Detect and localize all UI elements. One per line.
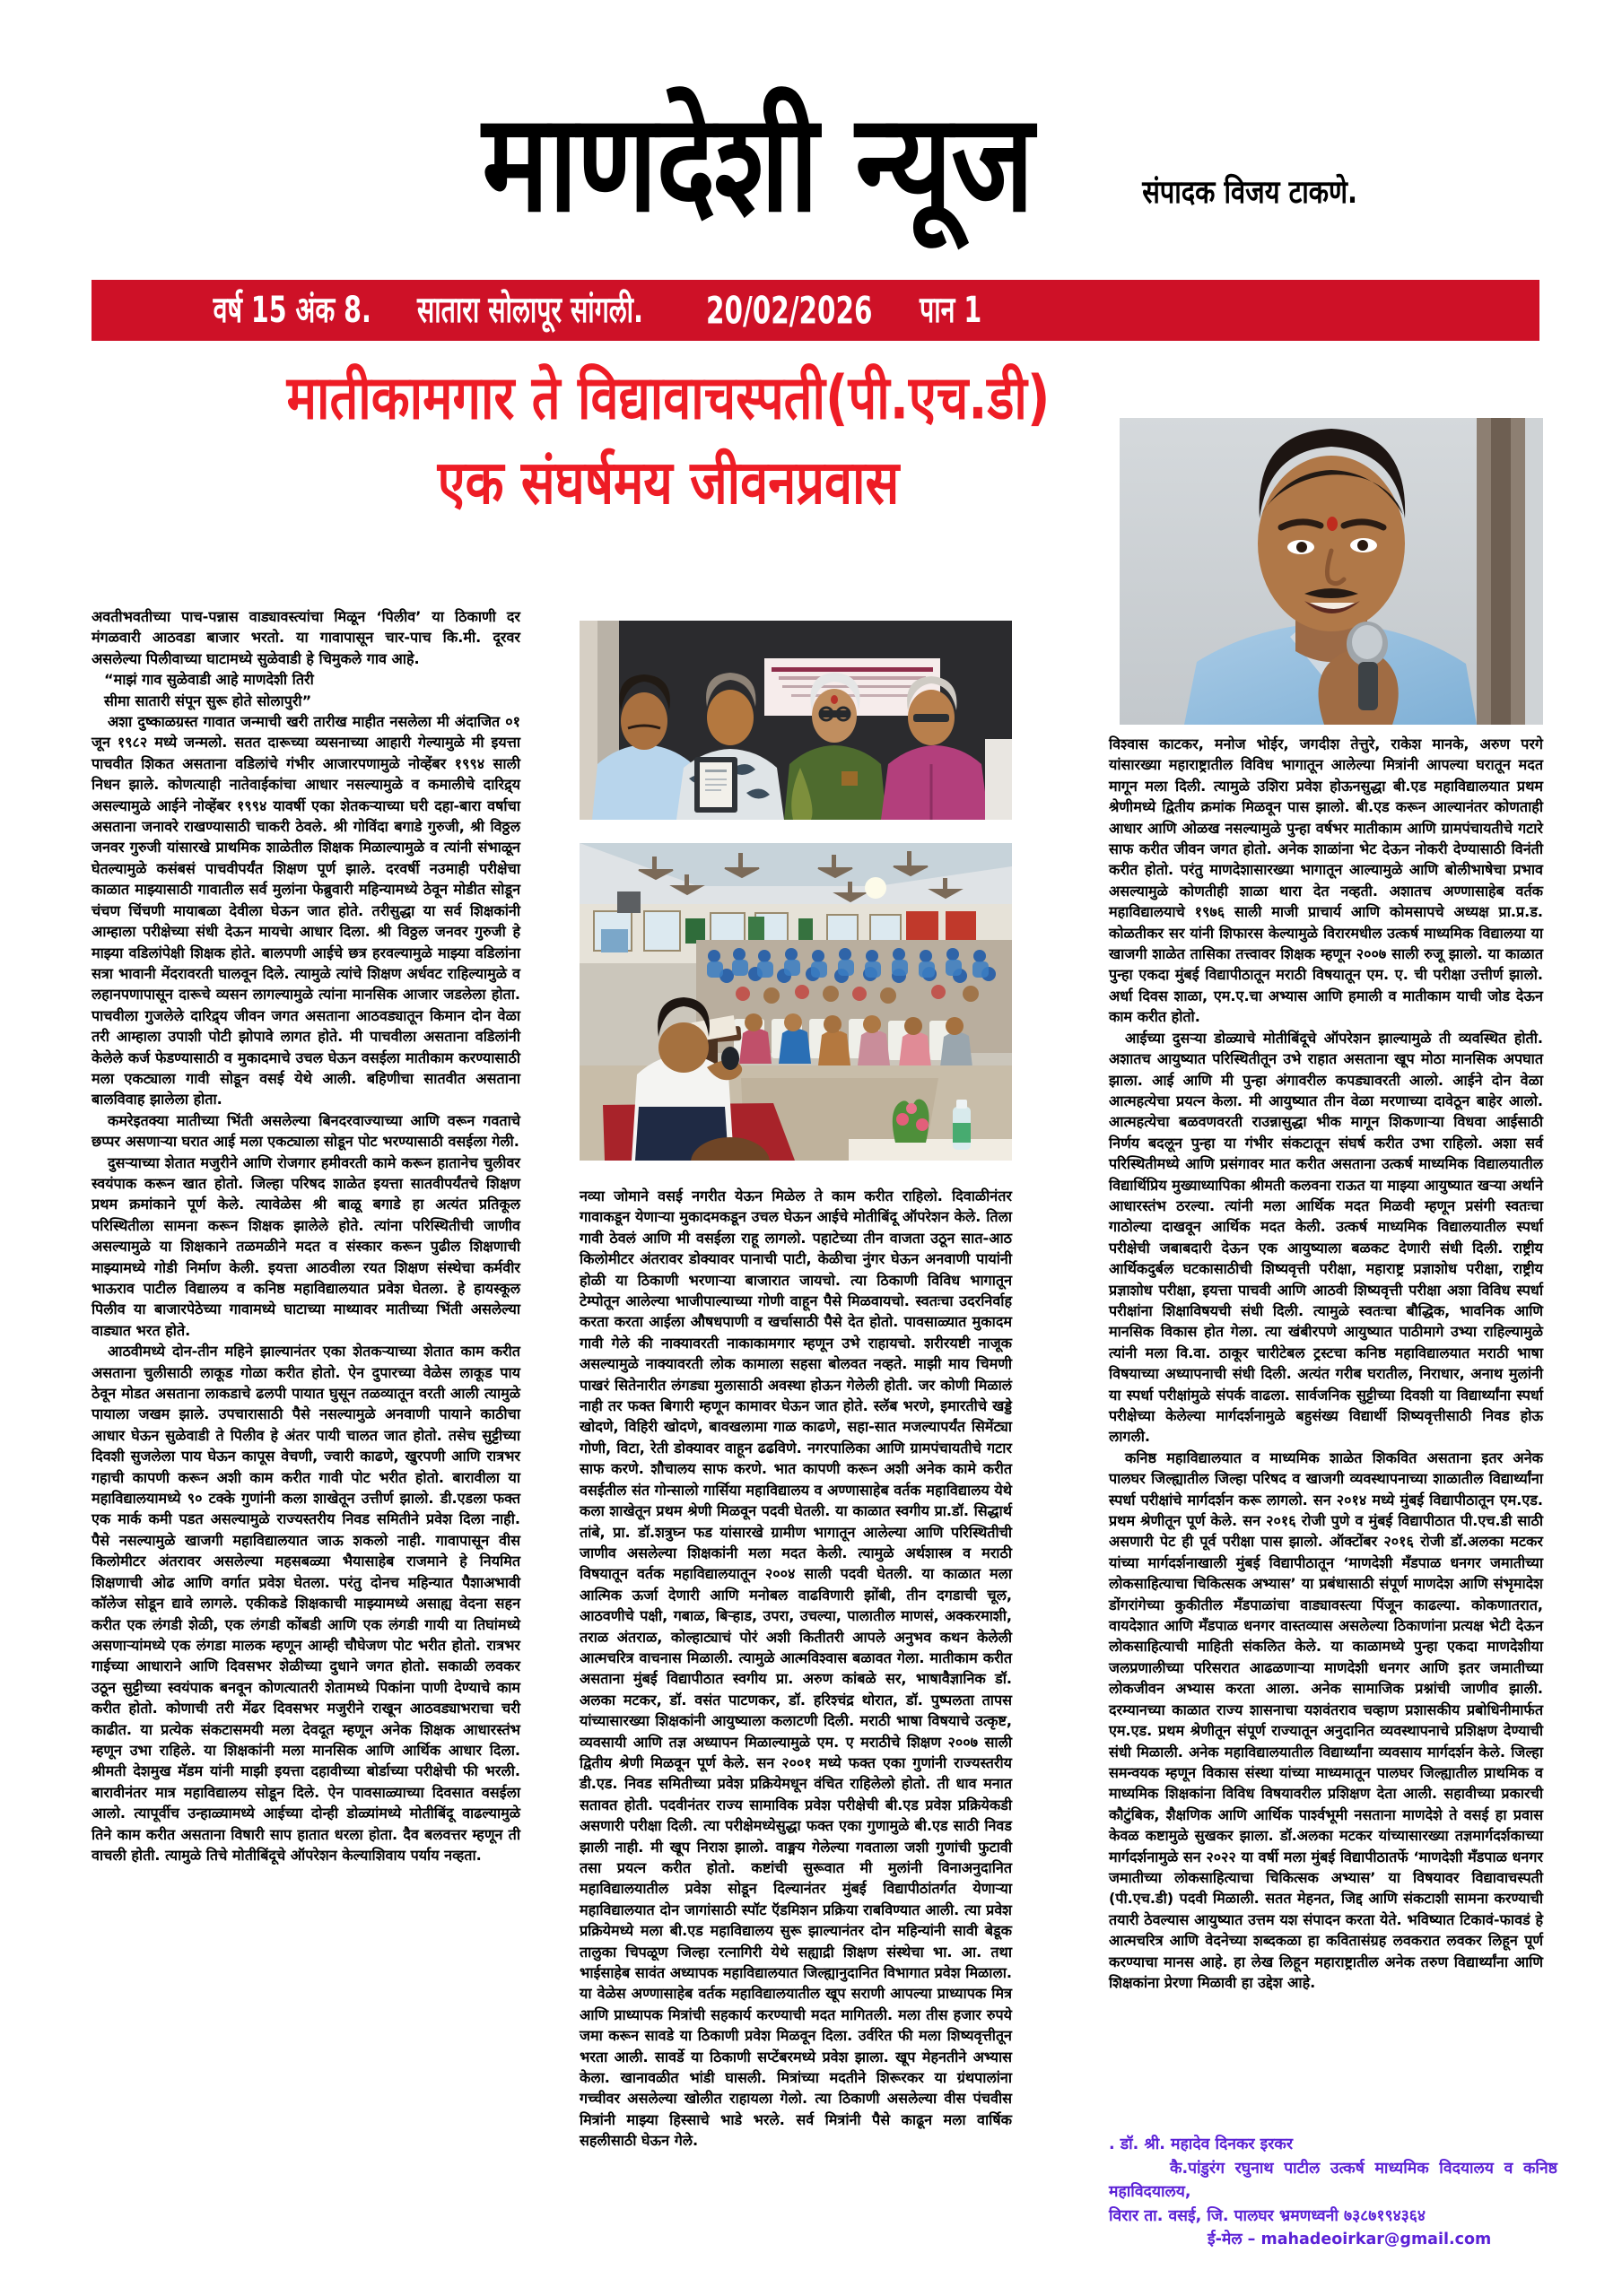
award-ceremony-photo-image	[580, 621, 1012, 820]
paragraph: आईच्या दुसऱ्या डोळ्याचे मोतीबिंदूचे ऑपरेशन झाल्यामुळे ती व्यवस्थित होती. अशातच आयुष्यात परिस्थितीतून उभे राहात असताना खूप मोठा मानसिक अपघात झाला. आई आणि मी पुन्हा अंगावरील कपड्यावरती आलो. आईने दोन वेळा आत्महत्येचा प्रयत्न केला. मी आयुष्यात तीन वेळा मरणाच्या दावेठून बाहेर आलो. आत्महत्येचा बळवणवरती राउन्नासुद्धा भीक मागून शिकणाऱ्या विधवा आईसाठी निर्णय बदलून पुन्हा या गंभीर संकटातून संघर्ष करीत उभा राहिलो. अशा सर्व परिस्थितीमध्ये आणि प्रसंगावर मात करीत असताना उत्कर्ष माध्यमिक विद्यालयातील विद्यार्थिप्रिय मुख्याध्यापिका श्रीमती कलवना राऊत या माझ्या आयुष्यात खऱ्या अर्थाने आधारस्तंभ ठरल्या. त्यांनी मला आर्थिक मदत मिळवी म्हणून प्रसंगी स्वतःचा गाठोल्या दाखवून आर्थिक मदत केली. उत्कर्ष माध्यमिक विद्यालयातील स्पर्धा परीक्षेची जबाबदारी देऊन एक आयुष्याला बळकट देणारी संधी दिली. राष्ट्रीय आर्थिकदुर्बल घटकासाठीची शिष्यवृत्ती परीक्षा, महाराष्ट्र प्रज्ञाशोध परीक्षा, राष्ट्रीय प्रज्ञाशोध परीक्षा, इयत्ता पाचवी आणि आठवी शिष्यवृत्ती परीक्षा अशा विविध स्पर्धा परीक्षांना शिक्षाविषयची संधी दिली. त्यामुळे स्वतःचा बौद्धिक, भावनिक आणि मानसिक विकास होत गेला. त्या खंबीरपणे आयुष्यात पाठीमागे उभ्या राहिल्यामुळे त्यांनी मला वि.वा. ठाकूर चारीटेबल ट्रस्टचा कनिष्ठ महाविद्यालयात मराठी भाषा विषयाच्या अध्यापनाची संधी दिली. अत्यंत गरीब घरातील, निराधार, अनाथ मुलांनी या स्पर्धा परीक्षांमुळे संपर्क वाढला. सार्वजनिक सुट्टीच्या दिवशी या विद्यार्थ्यांना स्पर्धा परीक्षेच्या केलेल्या मार्गदर्शनामुळे बहुसंख्य विद्यार्थी शिष्यवृत्तीसाठी निवड होऊ लागली.	[1109, 1029, 1543, 1446]
hall-speaker-photo	[580, 843, 1012, 1161]
paragraph: आठवीमध्ये दोन-तीन महिने झाल्यानंतर एका शेतकऱ्याच्या शेतात काम करीत असताना चुलीसाठी लाकूड गोळा करीत होतो. ऐन दुपारच्या वेळेस लाकूड पाय ठेवून मोडत असताना लाकडाचे ढलपी पायात घुसून तळव्यातून वरती आली त्यामुळे पायाला जखम झाले. उपचारासाठी पैसे नसल्यामुळे अनवाणी पायाने काठीचा आधार घेऊन सुळेवाडी ते पिलीव हे अंतर पायी चालत जात होतो. तसेच सुट्टीच्या दिवशी सुजलेला पाय घेऊन कापूस वेचणी, ज्वारी काढणे, खुरपणी आणि रात्रभर गहाची कापणी करून अशी काम करीत गावी पोट भरीत होतो. बारावीला या महाविद्यालयामध्ये ९० टक्के गुणांनी कला शाखेतून उत्तीर्ण झालो. डी.एडला फक्त एक मार्क कमी पडत असल्यामुळे राज्यस्तरीय निवड समितीने प्रवेश दिला नाही. पैसे नसल्यामुळे खाजगी महाविद्यालयात जाऊ शकलो नाही. गावापासून वीस किलोमीटर अंतरावर असलेल्या महसबळ्या भैयासाहेब राजमाने हे नियमित शिक्षणाची ओढ आणि वर्गात प्रवेश घेतला. परंतु दोनच महिन्यात पैशाअभावी कॉलेज सोडून द्यावे लागले. एकीकडे शिक्षकाची माझ्यामध्ये असाह्य वेदना सहन करीत एक लंगडी शेळी, एक लंगडी कोंबडी आणि एक लंगडी गायी या तिघांमध्ये असणाऱ्यांमध्ये एक लंगडा मालक म्हणून आम्ही चौघेजण पोट भरीत होतो. रात्रभर गाईच्या आधाराने आणि दिवसभर शेळीच्या दुधाने जगत होतो. सकाळी लवकर उठून सुट्टीच्या स्वयंपाक बनवून कोणत्यातरी शेतामध्ये पिकांना पाणी देण्याचे काम करीत होतो. कोणाची तरी मेंढर दिवसभर मजुरीने राखून आठवड्याभराचा चरी काढीत. या प्रत्येक संकटासमयी मला देवदूत म्हणून अनेक शिक्षक आधारस्तंभ म्हणून उभा राहिले. या शिक्षकांनी मला मानसिक आणि आर्थिक आधार दिला. श्रीमती देशमुख मॅडम यांनी माझी इयत्ता दहावीच्या बोर्डाच्या परीक्षेची फी भरली. बारावीनंतर मात्र महाविद्यालय सोडून दिले. ऐन पावसाळ्याच्या दिवसात वसईला आलो. त्यापूर्वीच उन्हाळ्यामध्ये आईच्या दोन्ही डोळ्यांमध्ये मोतीबिंदू वाढल्यामुळे तिने काम करीत असताना विषारी साप हातात धरला होता. दैव बलवत्तर म्हणून ती वाचली होती. त्यामुळे तिचे मोतीबिंदूचे ऑपरेशन केल्याशिवाय पर्याय नव्हता.	[92, 1343, 520, 1864]
article-column-1	[92, 606, 520, 1866]
article-column-2	[580, 1186, 1012, 2152]
banner-place: सातारा सोलापूर सांगली.	[416, 288, 643, 331]
award-ceremony-photo	[580, 621, 1012, 820]
paragraph: विश्वास काटकर, मनोज भोईर, जगदीश तेत्तुरे, राकेश मानके, अरुण परगे यांसारख्या महाराष्ट्रातील विविध भागातून आलेल्या मित्रांनी आपल्या घरातून मदत मागून मला दिली. त्यामुळे उशिरा प्रवेश होऊनसुद्धा बी.एड महाविद्यालयात प्रथम श्रेणीमध्ये द्वितीय क्रमांक मिळवून पास झालो. बी.एड करून आल्यानंतर कोणताही आधार आणि ओळख नसल्यामुळे पुन्हा वर्षभर मातीकाम आणि ग्रामपंचायतीचे गटारे साफ करीत जीवन जगत होतो. अनेक शाळांना भेट देऊन नोकरी देण्यासाठी विनंती करीत होतो. परंतु माणदेशासारख्या भागातून आल्यामुळे आणि बोलीभाषेचा प्रभाव असल्यामुळे कोणतीही शाळा थारा देत नव्हती. अशातच अण्णासाहेब वर्तक महाविद्यालयाचे १९७६ साली माजी प्राचार्य आणि कोमसापचे अध्यक्ष प्रा.प्र.ड. कोळतीकर सर यांनी शिफारस केल्यामुळे विरारमधील उत्कर्ष माध्यमिक विद्यालया या खाजगी शाळेत तासिका तत्त्वावर शिक्षक म्हणून २००७ साली रुजू झालो. या काळात पुन्हा एकदा मुंबई विद्यापीठातून मराठी विषयातून एम. ए. ची परीक्षा उत्तीर्ण झालो. अर्धा दिवस शाळा, एम.ए.चा अभ्यास आणि हमाली व मातीकाम याची जोड देऊन काम करीत होतो.	[1109, 735, 1543, 1026]
banner-page-number: पान 1	[920, 288, 982, 331]
verse-line: “माझं गाव सुळेवाडी आहे माणदेशी तिरी	[104, 671, 314, 689]
masthead	[0, 0, 1622, 243]
headline-line-2: एक संघर्षमय जीवनप्रवास	[437, 448, 900, 518]
paragraph: नव्या जोमाने वसई नगरीत येऊन मिळेल ते काम करीत राहिलो. दिवाळीनंतर गावाकडून येणाऱ्या मुकादमकडून उचल घेऊन आईचे मोतीबिंदू ऑपरेशन केले. तिला गावी ठेवलं आणि मी वसईला राहू लागलो. पहाटेच्या तीन वाजता उठून सात-आठ किलोमीटर अंतरावर डोक्यावर पानाची पाटी, केळीचा नुंगर घेऊन अनवाणी पायांनी होळी या ठिकाणी भरणाऱ्या बाजारात जायचो. त्या ठिकाणी विविध भागातून टेम्पोतून आलेल्या भाजीपाल्याच्या गोणी वाहून पैसे मिळवायचो. स्वतःचा उदरनिर्वाह करता करता आईला औषधपाणी व खर्चासाठी पैसे देत होतो. पावसाळ्यात मुकादम गावी गेले की नाक्यावरती नाकाकामगार म्हणून उभे राहायचो. शरीरयष्टी नाजूक असल्यामुळे नाक्यावरती लोक कामाला सहसा बोलवत नव्हते. माझी माय चिमणी पाखरं सितेनारीत लंगड्या मुलासाठी अवस्था होऊन गेलेली होती. जर कोणी मिळालं नाही तर फक्त बिगारी म्हणून कामावर घेऊन जात होते. स्लॅब भरणे, इमारतीचे खड्डे खोदणे, विहिरी खोदणे, बावखलामा गाळ काढणे, सहा-सात मजल्यापर्यंत सिमेंट्या गोणी, विटा, रेती डोक्यावर वाहून ढढविणे. नगरपालिका आणि ग्रामपंचायतीचे गटार साफ करणे. शौचालय साफ करणे. भात कापणी करून अशी अनेक कामे करीत वसईतील संत गोन्सालो गार्सिया महाविद्यालय व अण्णासाहेब वर्तक महाविद्यालय येथे कला शाखेतून प्रथम श्रेणी मिळवून पदवी घेतली. या काळात स्वगीय प्रा.डॉ. सिद्धार्थ तांबे, प्रा. डॉ.शत्रुघ्न फड यांसारखे ग्रामीण भागातून आलेल्या आणि परिस्थितीची जाणीव असलेल्या शिक्षकांनी मला मदत केली. त्यामुळे अर्थशास्त्र व मराठी विषयातून वर्तक महाविद्यालयातून २००४ साली पदवी घेतली. या काळात मला आत्मिक ऊर्जा देणारी आणि मनोबल वाढविणारी झोंबी, तीन दगडाची चूल, आठवणीचे पक्षी, गबाळ, बिऱ्हाड, उपरा, उचल्या, पालातील माणसं, अक्करमाशी, तराळ अंतराळ, कोल्हाट्याचं पोरं अशी कितीतरी आपले अनुभव कथन केलेली आत्मचरित्र वाचनास मिळाली. त्यामुळे आत्मविश्वास बळावत गेला. मातीकाम करीत असताना मुंबई विद्यापीठात स्वगीय प्रा. अरुण कांबळे सर, भाषावैज्ञानिक डॉ. अलका मटकर, डॉ. वसंत पाटणकर, डॉ. हरिश्चंद्र थोरात, डॉ. पुष्पलता तापस यांच्यासारख्या शिक्षकांनी आयुष्याला कलाटणी दिली. मराठी भाषा विषयाचे उत्कृष्ट, व्यवसायी आणि तज्ञ अध्यापन मिळाल्यामुळे एम. ए मराठीचे शिक्षण २००७ साली द्वितीय श्रेणी मिळवून पूर्ण केले. सन २००१ मध्ये फक्त एका गुणांनी राज्यस्तरीय डी.एड. निवड समितीच्या प्रवेश प्रक्रियेमधून वंचित राहिलेलो होतो. ती धाव मनात सतावत होती. पदवीनंतर राज्य सामाविक प्रवेश परीक्षेची बी.एड प्रवेश प्रक्रियेकडी असणारी परीक्षा दिली. त्या परीक्षेमध्येसुद्धा फक्त एका गुणामुळे बी.एड साठी निवड झाली नाही. मी खूप निराश झालो. वाङ्मय गेलेल्या गवताला जशी गुणांची फुटावी तसा प्रयत्न करीत होतो. कष्टांची सुरूवात मी मुलांनी विनाअनुदानित महाविद्यालयातील प्रवेश सोडून दिल्यानंतर मुंबई विद्यापीठांतर्गत येणाऱ्या महाविद्यालयात दोन जागांसाठी स्पॉट ऍडमिशन प्रक्रिया राबविण्यात आली. त्या प्रवेश प्रक्रियेमध्ये मला बी.एड महाविद्यालय सुरू झाल्यानंतर दोन महिन्यांनी सावी बेडूक तालुका चिपळूण जिल्हा रत्नागिरी येथे सह्याद्री शिक्षण संस्थेचा भा. आ. तथा भाईसाहेब सावंत अध्यापक महाविद्यालयात जिल्ह्यानुदानित विभागात प्रवेश मिळाला. या वेळेस अण्णासाहेब वर्तक महाविद्यालयातील खूप सराणी आपल्या प्राध्यापक मित्र आणि प्राध्यापक मित्रांची सहकार्य करण्याची मदत मागितली. मला तीस हजार रुपये जमा करून सावडे या ठिकाणी प्रवेश मिळवून दिला. उर्वरित फी मला शिष्यवृत्तीतून भरता आली. सावर्डे या ठिकाणी सप्टेंबरमध्ये प्रवेश झाला. खूप मेहनतीने अभ्यास केला. खानावळीत भांडी घासली. मित्रांच्या मदतीने शिरूरकर या ग्रंथपालांना गच्चीवर असलेल्या खोलीत राहायला गेलो. त्या ठिकाणी असलेल्या वीस पंचवीस मित्रांनी माझ्या हिस्साचे भाडे भरले. सर्व मित्रांनी पैसे काढून मला वार्षिक सहलीसाठी घेऊन गेले.	[580, 1187, 1012, 2150]
author-name: . डॉ. श्री. महादेव दिनकर इरकर	[1109, 2135, 1294, 2153]
author-school: कै.पांडुरंग रघुनाथ पाटील उत्कर्ष माध्यमिक विदयालय व कनिष्ठ महाविदयालय,	[1109, 2159, 1557, 2202]
editor-credit: संपादक विजय टाकणे.	[1142, 173, 1357, 211]
paragraph: दुसऱ्याच्या शेतात मजुरीने आणि रोजगार हमीवरती कामे करून हातानेच चुलीवर स्वयंपाक करून खात होतो. जिल्हा परिषद शाळेत इयत्ता सातवीपर्यंतचे शिक्षण प्रथम क्रमांकाने पूर्ण केले. त्यावेळेस श्री बाळू बगाडे हा अत्यंत प्रतिकूल परिस्थितीला सामना करून शिक्षक झालेले होते. त्यांना परिस्थितीची जाणीव असल्यामुळे या शिक्षकाने तळमळीने मदत व संस्कार करून पुढील शिक्षणाची माझ्यामध्ये गोडी निर्माण केली. इयत्ता आठवीला रयत शिक्षण संस्थेचा कर्मवीर भाऊराव पाटील विद्यालय व कनिष्ठ महाविद्यालयात प्रवेश घेतला. हे हायस्कूल पिलीव या बाजारपेठेच्या गावामध्ये घाटाच्या माथ्यावर मातीच्या भिंती असलेल्या वाड्यात भरत होते.	[92, 1153, 520, 1339]
article-headline	[163, 357, 1174, 526]
hall-speaker-photo-image	[580, 843, 1012, 1161]
author-address: विरार ता. वसई, जि. पालघर भ्रमणध्वनी ७३८७१९४३६४	[1109, 2206, 1426, 2225]
portrait-photo	[1120, 418, 1543, 725]
portrait-photo-image	[1120, 418, 1543, 725]
headline-line-1: मातीकामगार ते विद्यावाचस्पती(पी.एच.डी)	[286, 363, 1051, 433]
paragraph: अवतीभवतीच्या पाच-पन्नास वाड्यावस्त्यांचा मिळून ‘पिलीव’ या ठिकाणी दर मंगळवारी आठवडा बाजार भरतो. या गावापासून चार-पाच कि.मी. दूरवर असलेल्या पिलीवाच्या घाटामध्ये सुळेवाडी हे चिमुकले गाव आहे.	[92, 608, 520, 667]
paragraph: कमरेइतक्या मातीच्या भिंती असलेल्या बिनदरवाज्याच्या आणि वरून गवताचे छप्पर असणाऱ्या घरात आई मला एकट्याला सोडून पोट भरण्यासाठी वसईला गेली.	[92, 1111, 520, 1151]
article-column-3	[1109, 734, 1543, 1993]
banner-volume: वर्ष 15 अंक 8.	[213, 288, 371, 331]
paragraph: कनिष्ठ महाविद्यालयात व माध्यमिक शाळेत शिकवित असताना इतर अनेक पालघर जिल्ह्यातील जिल्हा परिषद व खाजगी व्यवस्थापनाच्या शाळातील विद्यार्थ्यांना स्पर्धा परीक्षांचे मार्गदर्शन करू लागलो. सन २०१४ मध्ये मुंबई विद्यापीठातून एम.एड. प्रथम श्रेणीतून पूर्ण केले. सन २०१६ रोजी पुणे व मुंबई विद्यापीठात पी.एच.डी साठी असणारी पेट ही पूर्व परीक्षा पास झालो. ऑक्टोंबर २०१६ रोजी डॉ.अलका मटकर यांच्या मार्गदर्शनाखाली मुंबई विद्यापीठातून ‘माणदेशी मॅंडपाळ धनगर जमातीच्या लोकसाहित्याचा चिकित्सक अभ्यास’ या प्रबंधासाठी संपूर्ण माणदेश आणि संभृमादेश डोंगरांगेच्या कुकीतील मॅंडपाळांचा वाड्यावस्त्या पिंजून काढल्या. कोकणातरात, वायदेशात आणि मॅंडपाळ धनगर वास्तव्यास असलेल्या ठिकाणांना प्रत्यक्ष भेटी देऊन लोकसाहित्याची माहिती संकलित केले. या काळामध्ये पुन्हा एकदा माणदेशीया जलप्रणालीच्या परिसरात आढळणाऱ्या माणदेशी धनगर आणि इतर जमातीच्या लोकजीवन अभ्यास करता आला. अनेक सामाजिक प्रश्नांची जाणीव झाली. दरम्यानच्या काळात राज्य शासनाचा यशवंतराव चव्हाण प्रशासकीय प्रबोधिनीमार्फत एम.एड. प्रथम श्रेणीतून संपूर्ण राज्यातून अनुदानित व्यवस्थापनाचे प्रशिक्षण देण्याची संधी मिळाली. अनेक महाविद्यालयातील विद्यार्थ्यांना व्यवसाय मार्गदर्शन केले. जिल्हा समन्वयक म्हणून विकास संस्था यांच्या माध्यमातून पालघर जिल्ह्यातील प्राथमिक व माध्यमिक शिक्षकांना विविध विषयावरील प्रशिक्षण देता आली. सहावीच्या प्रकारची कौटुंबिक, शैक्षणिक आणि आर्थिक पार्श्वभूमी नसताना माणदेशे ते वसई हा प्रवास केवळ कष्टामुळे सुखकर झाला. डॉ.अलका मटकर यांच्यासारख्या तज्ञमार्गदर्शकाच्या मार्गदर्शनामुळे सन २०२२ या वर्षी मला मुंबई विद्यापीठातर्फे ‘माणदेशी मॅंडपाळ धनगर जमातीच्या लोकसाहित्याचा चिकित्सक अभ्यास’ या विषयावर विद्यावाचस्पती (पी.एच.डी) पदवी मिळाली. सतत मेहनत, जिद्द आणि संकटाशी सामना करण्याची तयारी ठेवल्यास आयुष्यात उत्तम यश संपादन करता येते. भविष्यात टिकावं-फावडं हे आत्मचरित्र आणि वेदनेच्या शब्दकळा हा कवितासंग्रह लवकरात लवकर लिहून पूर्ण करण्याचा मानस आहे. हा लेख लिहून महाराष्ट्रातील अनेक तरुण विद्यार्थ्यांना आणि शिक्षकांना प्रेरणा मिळावी हा उद्देश आहे.	[1109, 1448, 1543, 1991]
author-email: ई-मेल – mahadeoirkar@gmail.com	[1208, 2231, 1492, 2249]
paragraph: अशा दुष्काळग्रस्त गावात जन्माची खरी तारीख माहीत नसलेला मी अंदाजित ०१ जून १९८२ मध्ये जन्मलो. सतत दारूच्या व्यसनाच्या आहारी गेल्यामुळे मी इयत्ता पाचवीत शिकत असताना वडिलांचे गंभीर आजारपणामुळे नोव्हेंबर १९९४ साली निधन झाले. कोणत्याही नातेवाईकांचा आधार नसल्यामुळे व कमालीचे दारिद्र्य असल्यामुळे आईने नोव्हेंबर १९९४ यावर्षी एका शेतकऱ्याच्या घरी दहा-बारा वर्षाचा असताना जनावरे राखण्यासाठी चाकरी ठेवले. श्री गोविंदा बगाडे गुरुजी, श्री विठ्ठल जनवर गुरुजी यांसारखे प्राथमिक शाळेतील शिक्षक मिळाल्यामुळे व त्यांनी संभाळून घेतल्यामुळे कसंबसं पाचवीपर्यंत शिक्षण पूर्ण झाले. दरवर्षी नउमाही परीक्षेचा काळात माझ्यासाठी गावातील सर्व मुलांना फेब्रुवारी महिन्यामध्ये ठेवून मोडीत सोडून चंचण चिंचणी मायाबळा देवीला घेऊन जात होते. तरीसुद्धा या सर्व शिक्षकांनी आम्हाला परीक्षेच्या संधी देऊन मायचेा आधार दिला. श्री विठ्ठल जनवर गुरुजी हे माझ्या वडिलांपेक्षी शिक्षक होते. बालपणी आईचे छत्र हरवल्यामुळे माझ्या वडिलांना सत्रा भावानी मेंदरावरती घालवून दिले. त्यामुळे त्यांचे शिक्षण अर्धवट राहिल्यामुळे व लहानपणापासून दारूचे व्यसन लागल्यामुळे त्यांना मानसिक आजार जडलेला होता. पाचवीला गुजलेले दारिद्र्य जीवन जगत असताना आठवड्यातून किमान दोन वेळा तरी आम्हाला उपाशी पोटी झोपावे लागत होते. मी पाचवीला असताना वडिलांनी केलेले कर्ज फेडण्यासाठी व मुकादमाचे उचल घेऊन वसईला मातीकाम करण्यासाठी मला एकट्याला गावी सोडून वसई येथे आली. बहिणीचा सातवीत असताना बालविवाह झालेला होता.	[92, 713, 520, 1109]
banner-date: 20/02/2026	[706, 288, 873, 333]
verse-line: सीमा सातारी संपून सुरू होते सोलापुरी”	[104, 691, 312, 709]
newspaper-title: माणदेशी न्यूज	[482, 85, 1033, 243]
issue-banner	[92, 280, 1539, 341]
author-signature-block	[1109, 2133, 1557, 2252]
